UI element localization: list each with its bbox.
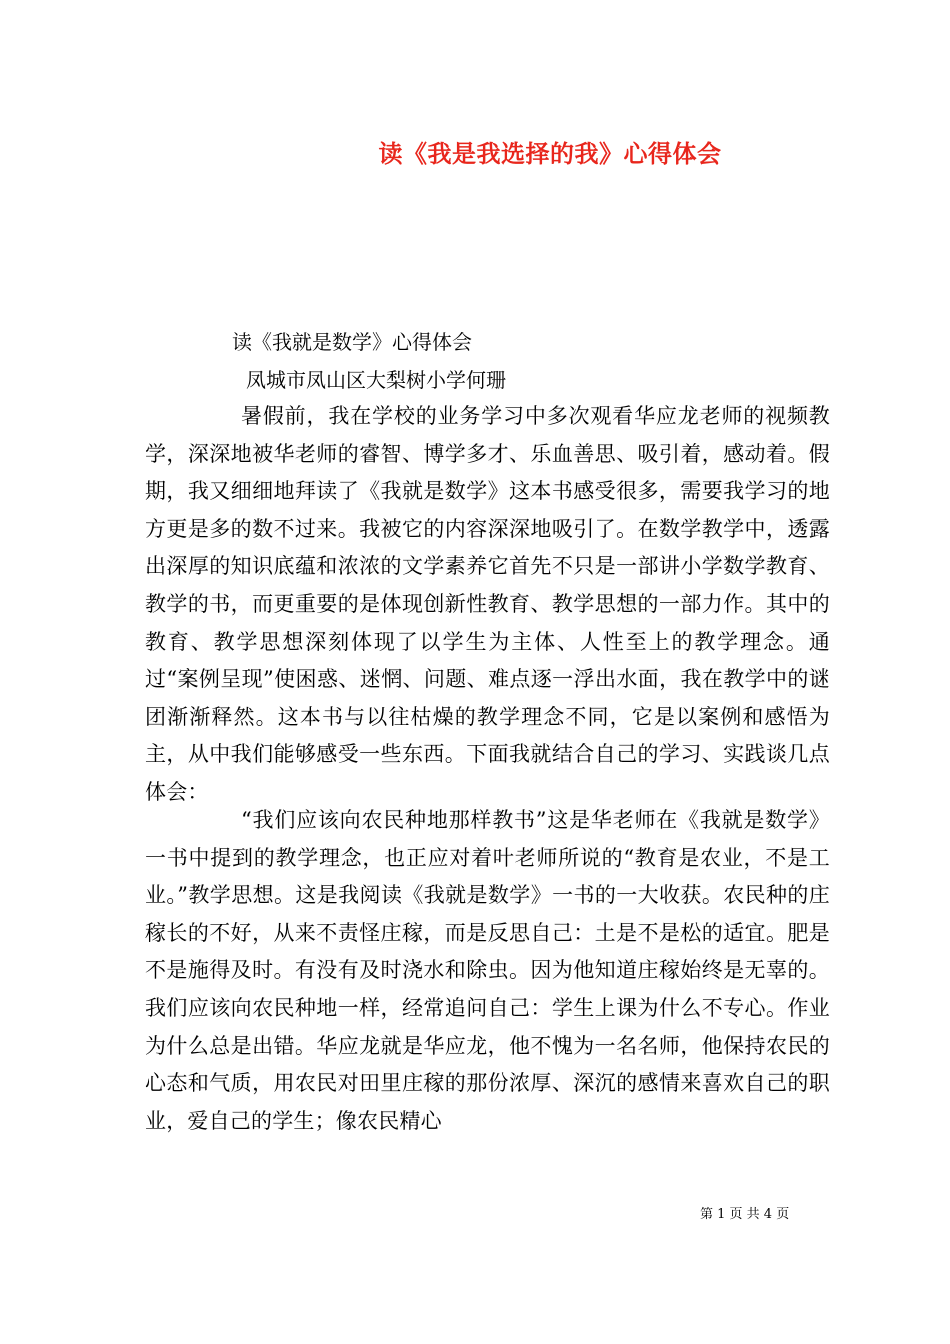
paragraph-1: 暑假前，我在学校的业务学习中多次观看华应龙老师的视频教学，深深地被华老师的睿智、博学多才、乐血善思、吸引着，感动着。假期，我又细细地拜读了《我就是数学》这本书感受很多，需要我学习的地方更是多的数不过来。我被它的内容深深地吸引了。在数学教学中，透露出深厚的知识底蕴和浓浓的文学素养它首先不只是一部讲小学数学教育、教学的书，而更重要的是体现创新性教育、教学思想的一部力作。其中的教育、教学思想深刻体现了以学生为主体、人性至上的教学理念。通过“案例呈现”使困惑、迷惘、问题、难点逐一浮出水面，我在教学中的谜团渐渐释然。这本书与以往枯燥的教学理念不同，它是以案例和感悟为主，从中我们能够感受一些东西。下面我就结合自己的学习、实践谈几点体会： <box>145 404 830 804</box>
paragraph-2: “我们应该向农民种地那样教书”这是华老师在《我就是数学》一书中提到的教学理念，也正应对着叶老师所说的“教育是农业，不是工业。”教学思想。这是我阅读《我就是数学》一书的一大收获。农民种的庄稼长的不好，从来不责怪庄稼，而是反思自己：土是不是松的适宜。肥是不是施得及时。有没有及时浇水和除虫。因为他知道庄稼始终是无辜的。我们应该向农民种地一样，经常追问自己：学生上课为什么不专心。作业为什么总是出错。华应龙就是华应龙，他不愧为一名名师，他保持农民的心态和气质，用农民对田里庄稼的那份浓厚、深沉的感情来喜欢自己的职业，爱自己的学生；像农民精心 <box>145 808 830 1133</box>
page-footer: 第 1 页 共 4 页 <box>700 1207 790 1222</box>
document-title: 读《我是我选择的我》心得体会 <box>378 139 722 168</box>
article-heading: 读《我就是数学》心得体会 <box>232 330 472 354</box>
author-line: 凤城市凤山区大梨树小学何珊 <box>246 368 506 392</box>
